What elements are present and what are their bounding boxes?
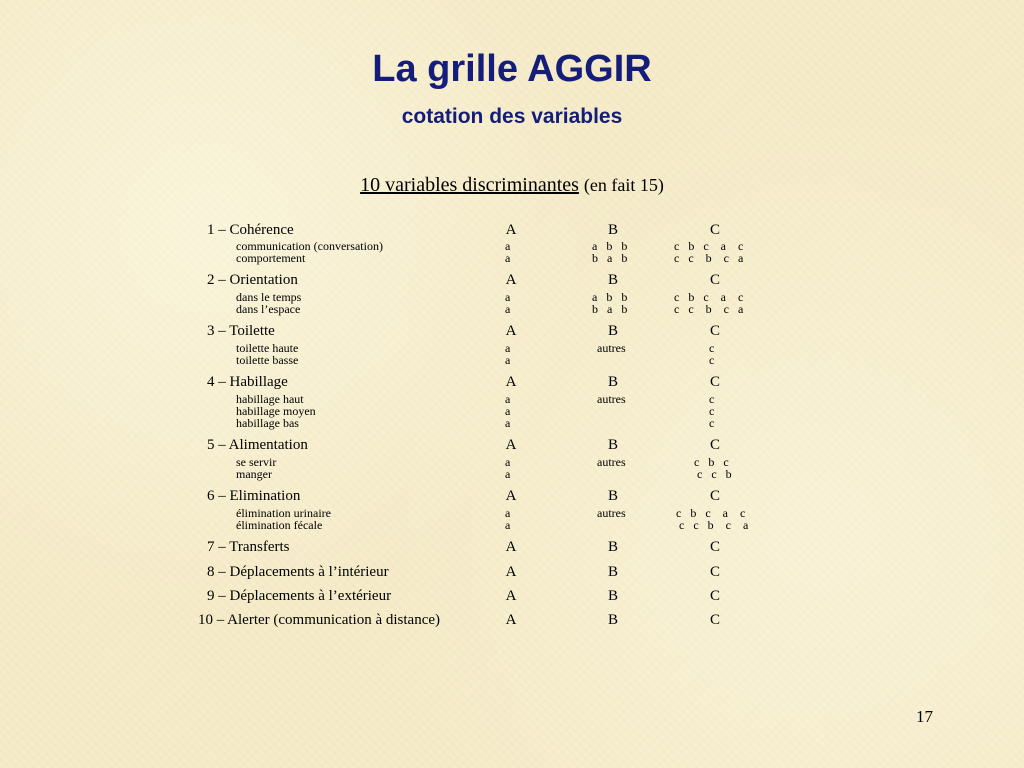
grade-b-cell: B bbox=[607, 488, 618, 504]
grade-b-cell: b a b bbox=[592, 251, 628, 265]
grade-a-cell: a bbox=[505, 404, 511, 418]
subvariable-label: manger bbox=[236, 467, 272, 481]
grade-a-cell: a bbox=[505, 302, 511, 316]
grade-c-cell: c bbox=[709, 392, 715, 406]
grade-b-cell: B bbox=[607, 323, 618, 339]
grade-a-cell: A bbox=[505, 488, 517, 504]
subvariable-label: se servir bbox=[236, 455, 277, 469]
grade-a-cell: a bbox=[505, 467, 511, 481]
subvariable-label: communication (conversation) bbox=[236, 239, 383, 253]
grade-b-cell: B bbox=[607, 564, 618, 580]
grade-c-cell: C bbox=[709, 374, 720, 390]
grade-a-cell: a bbox=[505, 353, 511, 367]
grade-b-cell: autres bbox=[597, 341, 626, 355]
grade-a-cell: a bbox=[505, 239, 511, 253]
grade-b-cell: autres bbox=[597, 506, 626, 520]
variable-label: 7 – Transferts bbox=[207, 539, 290, 555]
slide-title: La grille AGGIR bbox=[372, 48, 652, 90]
grade-c-cell: c bbox=[709, 341, 715, 355]
variable-label: 2 – Orientation bbox=[207, 272, 298, 288]
grade-c-cell: C bbox=[709, 272, 720, 288]
grade-c-cell: C bbox=[709, 539, 720, 555]
subvariable-label: élimination urinaire bbox=[236, 506, 331, 520]
grade-c-cell: c c b c a bbox=[679, 518, 749, 532]
variable-label: 10 – Alerter (communication à distance) bbox=[198, 612, 440, 628]
subvariable-label: élimination fécale bbox=[236, 518, 323, 532]
grade-a-cell: A bbox=[505, 222, 517, 238]
grade-b-cell: B bbox=[607, 588, 618, 604]
subvariable-label: comportement bbox=[236, 251, 306, 265]
grade-c-cell: c b c a c bbox=[674, 290, 744, 304]
variable-label: 6 – Elimination bbox=[207, 488, 301, 504]
grade-a-cell: a bbox=[505, 290, 511, 304]
variable-label: 8 – Déplacements à l’intérieur bbox=[207, 564, 389, 580]
grade-b-cell: B bbox=[607, 612, 618, 628]
grade-c-cell: C bbox=[709, 564, 720, 580]
grade-c-cell: C bbox=[709, 222, 720, 238]
grade-c-cell: c b c a c bbox=[674, 239, 744, 253]
subvariable-label: dans le temps bbox=[236, 290, 302, 304]
grade-c-cell: c c b c a bbox=[674, 302, 744, 316]
grade-a-cell: A bbox=[505, 272, 517, 288]
grade-b-cell: autres bbox=[597, 455, 626, 469]
subvariable-label: dans l’espace bbox=[236, 302, 301, 316]
variable-label: 9 – Déplacements à l’extérieur bbox=[207, 588, 392, 604]
grade-c-cell: C bbox=[709, 612, 720, 628]
grade-b-cell: B bbox=[607, 222, 618, 238]
grade-b-cell: B bbox=[607, 272, 618, 288]
grade-a-cell: a bbox=[505, 506, 511, 520]
grade-c-cell: c b c a c bbox=[676, 506, 746, 520]
grade-b-cell: a b b bbox=[592, 290, 628, 304]
variable-label: 5 – Alimentation bbox=[207, 437, 308, 453]
grade-c-cell: C bbox=[709, 488, 720, 504]
variable-label: 3 – Toilette bbox=[207, 323, 275, 339]
table-heading-main: 10 variables discriminantes bbox=[360, 174, 579, 196]
grade-a-cell: A bbox=[505, 437, 517, 453]
grade-a-cell: A bbox=[505, 588, 517, 604]
grade-c-cell: C bbox=[709, 588, 720, 604]
grade-b-cell: B bbox=[607, 437, 618, 453]
page-number: 17 bbox=[916, 707, 933, 726]
grade-c-cell: C bbox=[709, 323, 720, 339]
subvariable-label: habillage bas bbox=[236, 416, 299, 430]
grade-a-cell: a bbox=[505, 416, 511, 430]
grade-a-cell: A bbox=[505, 539, 517, 555]
grade-a-cell: a bbox=[505, 518, 511, 532]
subvariable-label: toilette haute bbox=[236, 341, 299, 355]
subvariable-label: habillage haut bbox=[236, 392, 304, 406]
grade-c-cell: c bbox=[709, 416, 715, 430]
grade-c-cell: c bbox=[709, 353, 715, 367]
subvariable-label: habillage moyen bbox=[236, 404, 316, 418]
grade-a-cell: a bbox=[505, 392, 511, 406]
grade-a-cell: A bbox=[505, 374, 517, 390]
grade-b-cell: B bbox=[607, 539, 618, 555]
grade-a-cell: A bbox=[505, 323, 517, 339]
grade-c-cell: c bbox=[709, 404, 715, 418]
grade-a-cell: a bbox=[505, 455, 511, 469]
subvariable-label: toilette basse bbox=[236, 353, 299, 367]
grade-b-cell: a b b bbox=[592, 239, 628, 253]
grade-a-cell: a bbox=[505, 341, 511, 355]
grade-c-cell: c b c bbox=[694, 455, 729, 469]
grade-a-cell: a bbox=[505, 251, 511, 265]
table-heading bbox=[0, 175, 1024, 195]
grade-c-cell: c c b bbox=[697, 467, 732, 481]
grade-a-cell: A bbox=[505, 564, 517, 580]
grade-b-cell: B bbox=[607, 374, 618, 390]
grade-a-cell: A bbox=[505, 612, 517, 628]
grade-c-cell: C bbox=[709, 437, 720, 453]
grade-c-cell: c c b c a bbox=[674, 251, 744, 265]
variable-label: 1 – Cohérence bbox=[207, 222, 294, 238]
slide-subtitle: cotation des variables bbox=[401, 105, 623, 128]
grade-b-cell: autres bbox=[597, 392, 626, 406]
table-heading-suffix: (en fait 15) bbox=[583, 175, 664, 195]
variable-label: 4 – Habillage bbox=[207, 374, 288, 390]
grade-b-cell: b a b bbox=[592, 302, 628, 316]
